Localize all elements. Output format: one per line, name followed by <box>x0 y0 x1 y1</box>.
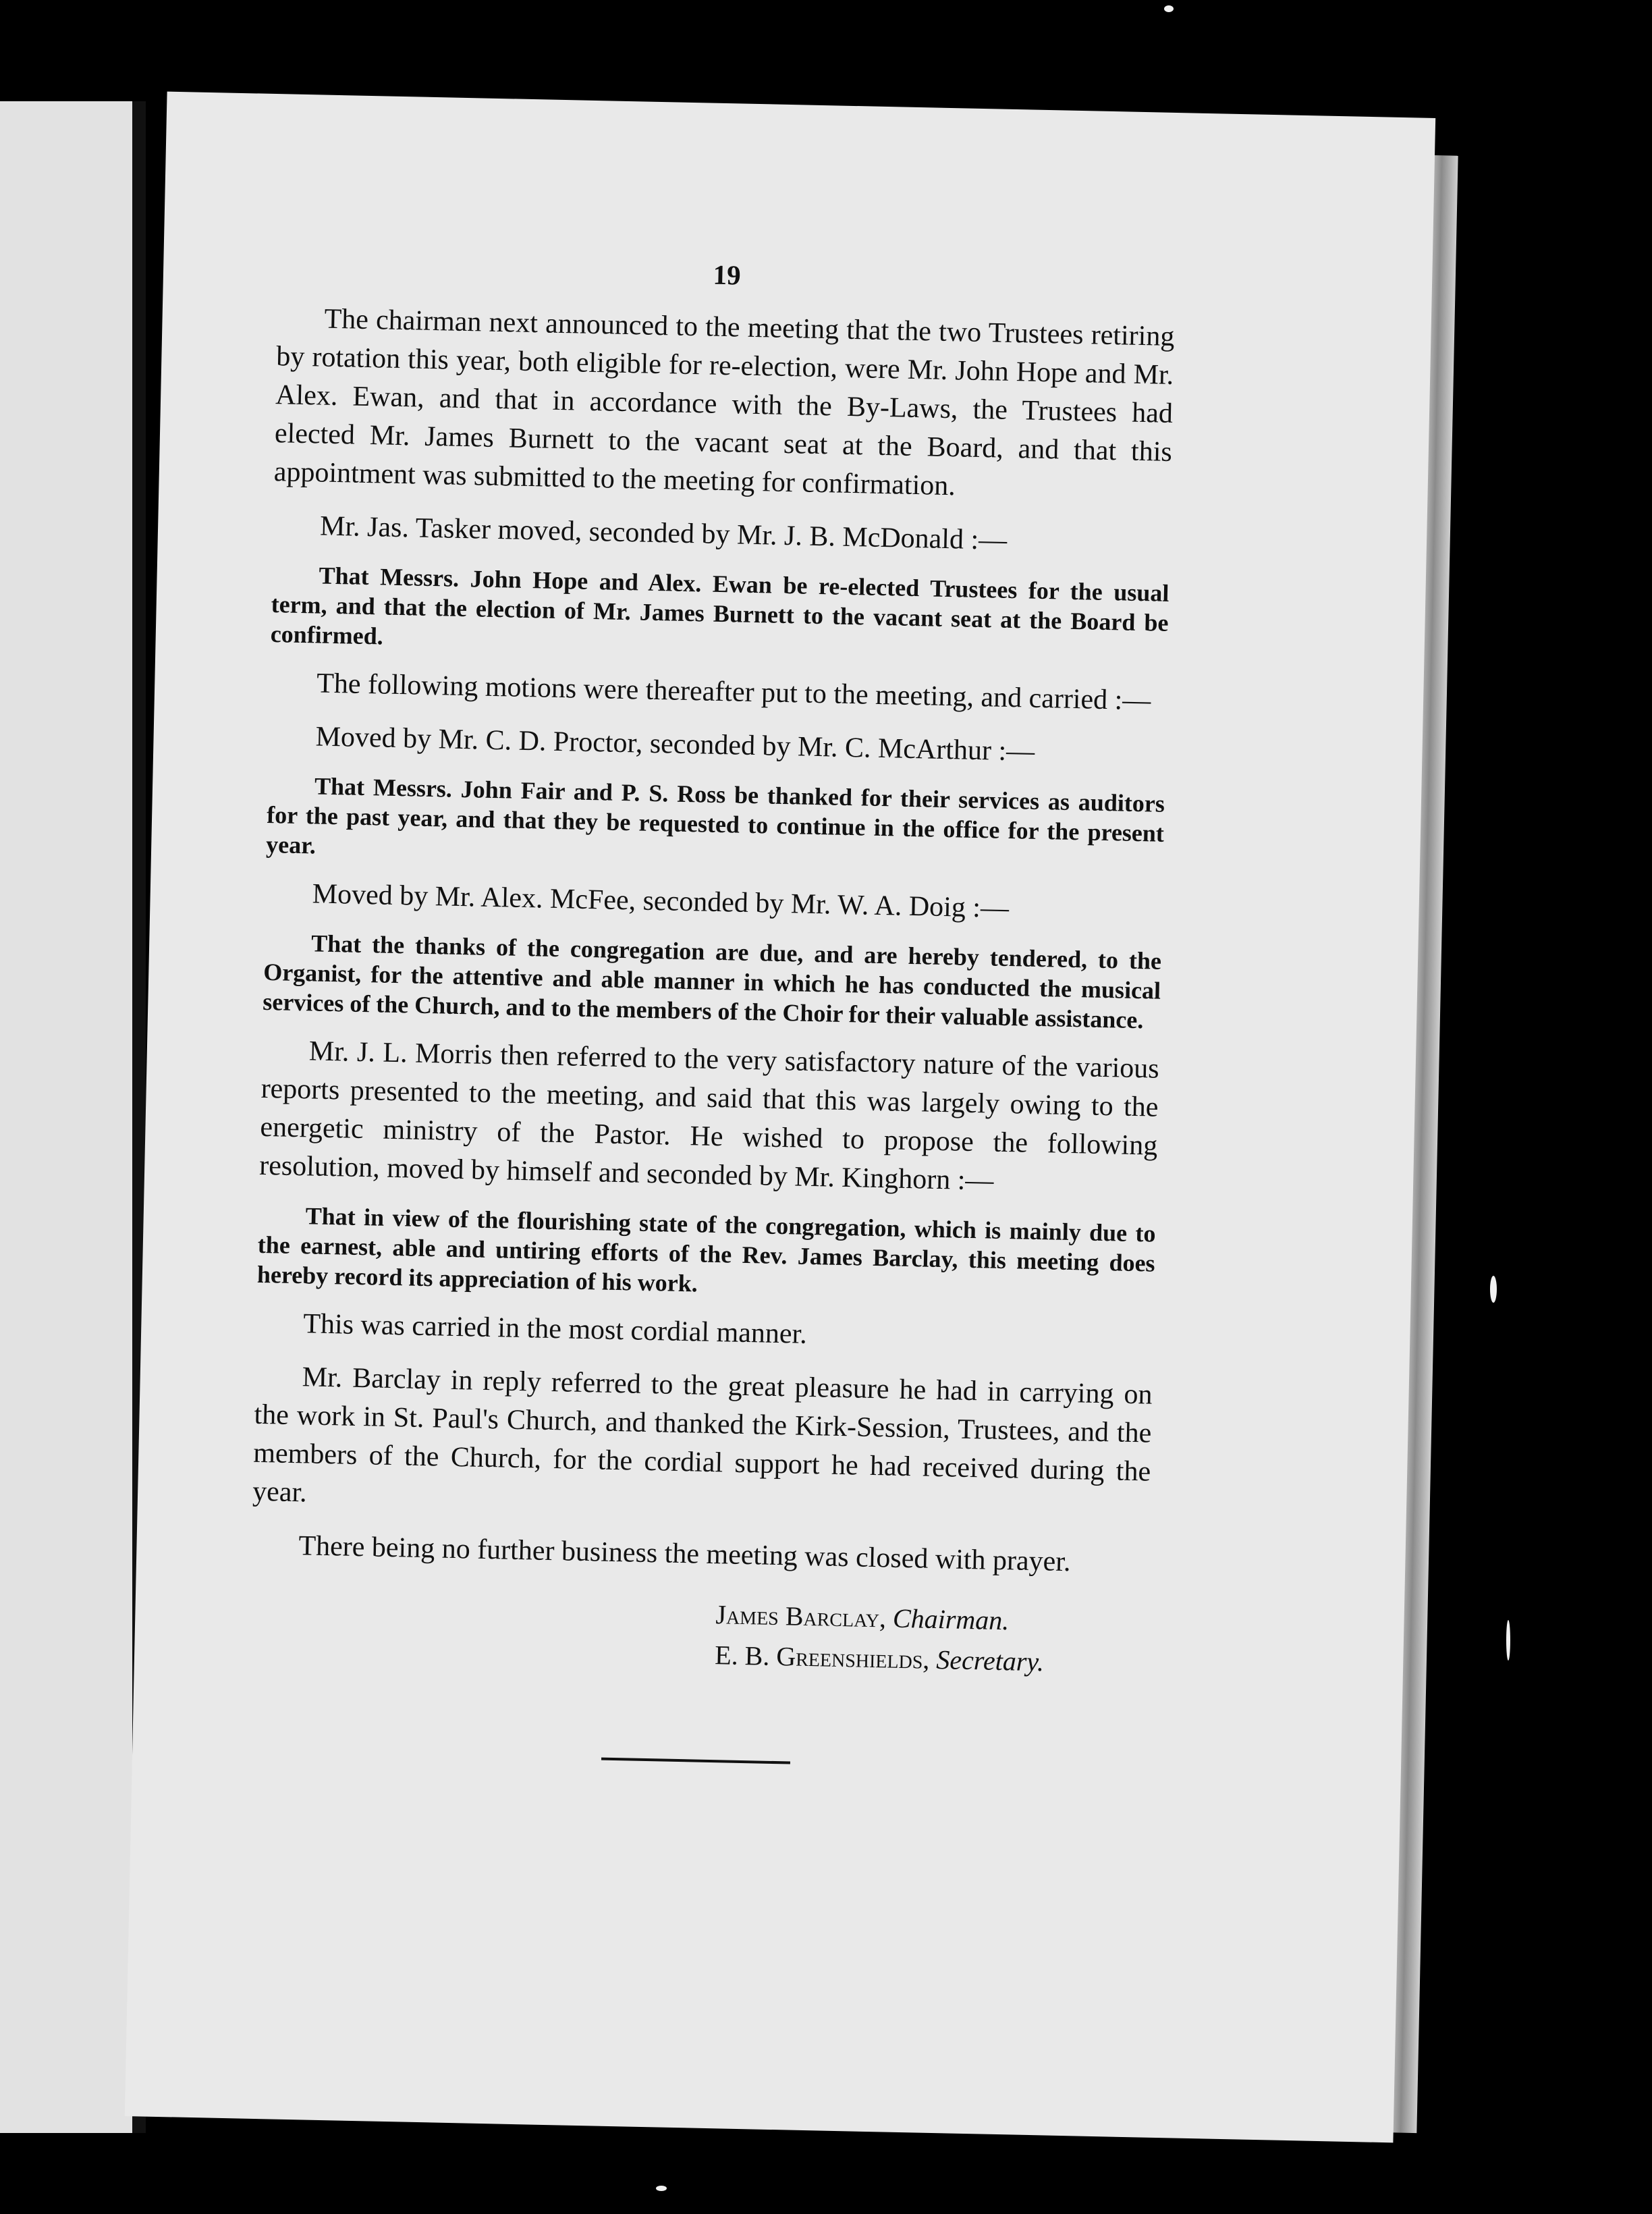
scan-speck <box>1164 5 1174 12</box>
scan-speck <box>1490 1276 1497 1303</box>
paragraph-trustees-announcement: The chairman next announced to the meeting that the two Trustees retiring by rotation this year, both eligible for re-election, were Mr. John Hope and Mr. Alex. Ewan, and that in accordance with the By-Laws, the Trustees had elected Mr. James Burnett to the vacant seat at the Board, and that this appointment was submitted to the meeting for confirmation. <box>273 303 1175 502</box>
page-number: 19 <box>713 259 742 291</box>
signature-role: Secretary. <box>935 1644 1045 1677</box>
closing-rule <box>601 1758 790 1764</box>
paragraph-morris-remarks: Mr. J. L. Morris then referred to the very satisfactory nature of the various reports presented to the meeting, and said that this was largely owing to the energetic ministry of the Pastor. He wished to propose the following resolution, moved by himself and seconded by Mr. Kinghorn :— <box>258 1035 1160 1197</box>
motion-organist-thanks: That the thanks of the congregation are due, and are hereby tendered, to the Organist, for the attentive and able manner in which he has conducted the musical services of the Church, and to the members of the Choir for their valuable assistance. <box>262 929 1162 1034</box>
signature-secretary <box>715 1635 1147 1684</box>
paragraph-mcfee-motion: Moved by Mr. Alex. McFee, seconded by Mr. W. A. Doig :— <box>312 878 1010 925</box>
paragraph-closing: There being no further business the meeting was closed with prayer. <box>298 1530 1071 1578</box>
paragraph-tasker-motion: Mr. Jas. Tasker moved, seconded by Mr. J. B. McDonald :— <box>319 510 1008 556</box>
signature-role: Chairman. <box>892 1602 1010 1636</box>
paragraph-barclay-reply: Mr. Barclay in reply referred to the great pleasure he had in carrying on the work in St. Paul's Church, and thanked the Kirk-Session, Trustees, and the members of the Church, for the cordial support he had received during the year. <box>252 1361 1153 1509</box>
motion-trustees-reelection: That Messrs. John Hope and Alex. Ewan be re-elected Trustees for the usual term, and that the election of Mr. James Burnett to the vacant seat at the Board be confirmed. <box>270 562 1169 650</box>
signature-name: James Barclay, <box>715 1599 887 1634</box>
left-page-margin <box>0 101 132 2133</box>
page-content <box>247 249 1176 1771</box>
motion-auditors-thanks: That Messrs. John Fair and P. S. Ross be thanked for their services as auditors for the past year, and that they be requested to continue in the office for the present year. <box>265 772 1165 859</box>
document-page <box>125 92 1435 2143</box>
scan-speck <box>1506 1620 1510 1660</box>
paragraph-proctor-motion: Moved by Mr. C. D. Proctor, seconded by Mr. C. McArthur :— <box>315 721 1035 767</box>
scan-speck <box>656 2186 667 2191</box>
signature-name: E. B. Greenshields, <box>714 1640 930 1675</box>
paragraph-carried-cordially: This was carried in the most cordial manner. <box>302 1308 808 1350</box>
motion-pastor-appreciation: That in view of the flourishing state of the congregation, which is mainly due to the earnest, able and untiring efforts of the Rev. James Barclay, this meeting does hereby record its appreciation of his work. <box>256 1202 1156 1297</box>
signature-block <box>715 1594 1148 1684</box>
paragraph-following-motions: The following motions were thereafter put to the meeting, and carried :— <box>316 668 1151 717</box>
